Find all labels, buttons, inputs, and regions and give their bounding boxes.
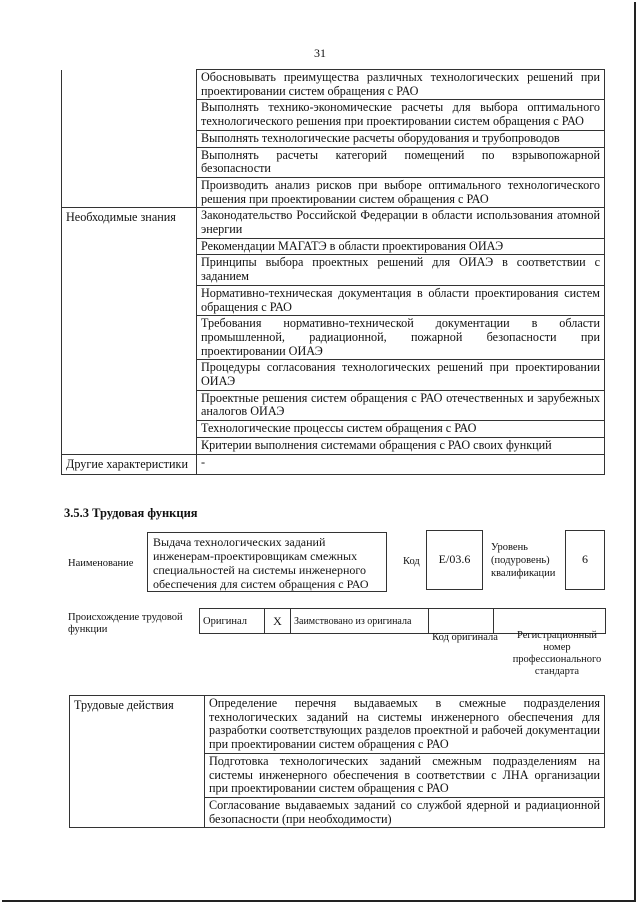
skills-row (62, 454, 605, 475)
function-name-value: Выдача технологических заданий инженерам-проектировщикам смежных специальностей на системы инженерного обеспечения для систем обращения с РАО (153, 535, 369, 591)
skills-table-body (62, 70, 605, 475)
level-label: Уровень (подуровень) квалификации (491, 542, 556, 579)
skills-row (62, 147, 605, 177)
actions-row (70, 696, 605, 754)
code-caption: Код оригинала (432, 632, 498, 643)
skills-row (62, 130, 605, 147)
original-mark: X (273, 613, 282, 628)
code-label: Код (403, 556, 420, 567)
reg-caption: Регистрационный номер профессионального стандарта (512, 630, 602, 677)
skills-row-label (62, 177, 197, 207)
skills-row-text: Выполнять технологические расчеты оборудования и трубопроводов (197, 130, 605, 147)
level-box (565, 530, 605, 590)
skills-row-label (62, 437, 197, 454)
actions-row-text: Определение перечня выдаваемых в смежные подразделения технологических заданий на системы инженерного обеспечения для разработки соответствующих разделов проектной и рабочей документации при проектировании систем обращения с РАО (205, 696, 605, 754)
skills-row-label (62, 360, 197, 390)
skills-row-label (62, 285, 197, 315)
skills-row-label: Другие характеристики (62, 454, 197, 475)
actions-row-label: Трудовые действия (70, 696, 205, 828)
skills-row-text: Обосновывать преимущества различных технологических решений при проектировании систем обращения с РАО (197, 70, 605, 100)
skills-row (62, 208, 605, 238)
skills-row-text: Проектные решения систем обращения с РАО отечественных и зарубежных аналогов ОИАЭ (197, 390, 605, 420)
skills-row-label: Необходимые знания (62, 208, 197, 238)
skills-table (61, 69, 605, 475)
skills-row (62, 70, 605, 100)
actions-row-text: Подготовка технологических заданий смежным подразделениям на системы инженерного обеспечения в соответствии с ЛНА организации при проектировании систем обращения с РАО (205, 753, 605, 797)
skills-row-text: Технологические процессы систем обращения с РАО (197, 421, 605, 438)
skills-row-label (62, 255, 197, 285)
skills-row-text: Нормативно-техническая документация в области проектирования систем обращения с РАО (197, 285, 605, 315)
skills-row (62, 360, 605, 390)
original-cell (200, 609, 265, 634)
level-value: 6 (582, 552, 588, 566)
skills-row-text: Законодательство Российской Федерации в области использования атомной энергии (197, 208, 605, 238)
skills-row-text: Выполнять расчеты категорий помещений по взрывопожарной безопасности (197, 147, 605, 177)
origin-label: Происхождение трудовой функции (68, 612, 183, 635)
page-number: 31 (314, 46, 326, 60)
section-title: 3.5.3 Трудовая функция (64, 506, 198, 520)
skills-row-label (62, 100, 197, 130)
skills-row-label (62, 238, 197, 255)
origin-code-cell (429, 609, 494, 634)
borrowed-cell (291, 609, 429, 634)
skills-row-label (62, 421, 197, 438)
skills-row-text: Выполнять технико-экономические расчеты для выбора оптимального технологического решения при проектировании систем обращения с РАО (197, 100, 605, 130)
skills-row (62, 285, 605, 315)
original-label: Оригинал (203, 615, 247, 627)
skills-row (62, 255, 605, 285)
skills-row-label (62, 130, 197, 147)
skills-row-label (62, 390, 197, 420)
skills-row-label (62, 147, 197, 177)
skills-row-text: Производить анализ рисков при выборе оптимального технологического решения при проектировании систем обращения с РАО (197, 177, 605, 207)
borrowed-label: Заимствовано из оригинала (294, 615, 412, 627)
skills-row-label (62, 316, 197, 360)
skills-row-text: Требования нормативно-технической документации в области промышленной, радиационной, пожарной безопасности при проектировании ОИАЭ (197, 316, 605, 360)
skills-row (62, 437, 605, 454)
function-name-box (147, 532, 387, 592)
actions-table-body (70, 696, 605, 828)
original-mark-cell (265, 609, 291, 634)
skills-row (62, 316, 605, 360)
skills-row-text: Принципы выбора проектных решений для ОИАЭ в соответствии с заданием (197, 255, 605, 285)
skills-row-text: Критерии выполнения системами обращения с РАО своих функций (197, 437, 605, 454)
skills-row (62, 238, 605, 255)
skills-row (62, 177, 605, 207)
skills-row-text: Процедуры согласования технологических решений при проектировании ОИАЭ (197, 360, 605, 390)
skills-row (62, 421, 605, 438)
skills-row (62, 100, 605, 130)
skills-row (62, 390, 605, 420)
actions-row-text: Согласование выдаваемых заданий со службой ядерной и радиационной безопасности (при необходимости) (205, 797, 605, 827)
code-value: E/03.6 (438, 552, 471, 566)
skills-row-label (62, 70, 197, 100)
skills-row-text: - (197, 454, 605, 475)
actions-table (69, 695, 605, 828)
name-label: Наименование (68, 558, 134, 569)
skills-row-text: Рекомендации МАГАТЭ в области проектирования ОИАЭ (197, 238, 605, 255)
code-box (426, 530, 483, 590)
